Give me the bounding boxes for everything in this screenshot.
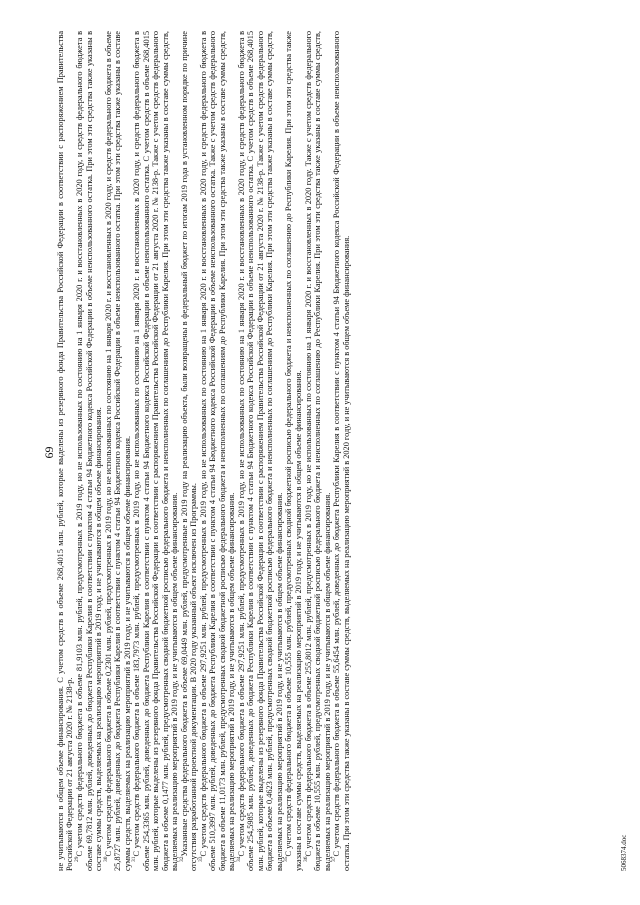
page-number: 69 — [42, 446, 56, 459]
footnote-text: С учетом средств федерального бюджета в объеме 183,7973 млн. рублей, предусмотренных в 2019 году, но не использованных по состоянию на 1 января 2020 г. и восстановленных в 2020 году, и средств федерального бюджета в объеме 254,3365 млн. рублей, доведенных до бюджета Республики Карелия в соответствии с пунктом 4 статьи 94 Бюджетного кодекса Российской Федерации в объеме неиспользованного остатка. С учетом средств в объеме 268,4015 млн. рублей, которые выделены из резервного фонда Правительства Российской Федерации в соответствии с распоряжением Правительства Российской Федерации от 21 августа 2020 г. № 2138-р. Также с учетом средств федерального бюджета в объеме 0,1477 млн. рублей, предусмотренных сводной бюджетной росписью федерального бюджета и неисполненных по соглашениям до Республики Карелия. При этом эти средства также указаны в составе суммы средств, выделяемых на реализацию мероприятий в 2019 году, и не учитываются в общем объеме финансирования. — [132, 31, 180, 871]
footnote-29 — [75, 31, 103, 871]
footnote-31 — [132, 31, 179, 871]
footnote-text: С учетом средств федерального бюджета в объеме 81,9103 млн. рублей, предусмотренных в 2019 году, но не использованных по состоянию на 1 января 2020 г. и восстановленных в 2020 году, и средств федерального бюджета в объеме 69,7812 млн. рублей, доведенных до бюджета Республики Карелия в соответствии с пунктом 4 статьи 94 Бюджетного кодекса Российской Федерации в объеме неиспользованного остатка. При этом эти средства также указаны в составе суммы средств, выделяемых на реализацию мероприятий в 2019 году, и не учитываются в общем объеме финансирования. — [75, 31, 104, 871]
footnote-marker: 32 — [179, 856, 186, 862]
footnote-marker: 29 — [74, 856, 81, 862]
footnote-marker: 36 — [302, 856, 309, 862]
footnote-30 — [104, 31, 132, 871]
footnote-text: С учетом средств федерального бюджета в объеме 55,6454 млн. рублей, доведенных до бюджета Республики Карелия в соответствии с пунктом 4 статьи 94 Бюджетного кодекса Российской Федерации в объеме неиспользованного остатка. При этом эти средства также указаны в составе суммы средств, выделяемых на реализацию мероприятий в 2020 году, и не учитываются в общем объеме финансирования. — [332, 31, 351, 871]
footnote-marker: 35 — [283, 856, 290, 862]
footnote-text: не учитываются в общем объеме финансирования. С учетом средств в объеме 268,4015 млн. рублей, которые выделены из резервного фонда Правительства Российской Федерации в соответствии с распоряжением Правительства Российской Федерации от 21 августа 2020 г. № 2138-р. — [56, 31, 75, 871]
footnote-text: С учетом средств федерального бюджета в объеме 0,2301 млн. рублей, предусмотренных в 2019 году, но не использованных по состоянию на 1 января 2020 г. и восстановленных в 2020 году, и средств федерального бюджета в объеме 25,8727 млн. рублей, доведенных до бюджета Республики Карелия в соответствии с пунктом 4 статьи 94 Бюджетного кодекса Российской Федерации в объеме неиспользованного остатка. При этом эти средства также указаны в составе суммы средств, выделяемых на реализацию мероприятий в 2019 году, и не учитываются в общем объеме финансирования. — [103, 31, 132, 871]
footnote-marker: 37 — [331, 856, 338, 862]
footnote-text: Указанные средства федерального бюджета в объеме 69,0449 млн. рублей, предусмотренные в 2019 году на реализацию объекта, были возвращены в федеральный бюджет по итогам 2019 года в установленном порядке по причине отсутствия разработанной проектной документации. В 2020 году указанный объект исключен из Программы. — [179, 31, 199, 871]
footnote-32 — [180, 31, 199, 871]
footnote-text: С учетом средств федерального бюджета в объеме 255,8012 млн. рублей, предусмотренных в 2019 году, но не использованных по состоянию на 1 января 2020 г. и восстановленных в 2020 году. Также с учетом средств федерального бюджета в объеме 10,555 млн. рублей, предусмотренных сводной бюджетной росписью федерального бюджета и неисполненных по соглашению до Республики Карелия. При этом эти средства также указаны в составе суммы средств, выделяемых на реализацию мероприятий в 2019 году, и не учитываются в общем объеме финансирования. — [303, 31, 332, 871]
footnote-34 — [237, 31, 284, 871]
footnote-36 — [304, 31, 332, 871]
footnote-continuation — [56, 31, 75, 871]
footnote-text: С учетом средств федерального бюджета в объеме 297,9251 млн. рублей, предусмотренных в 2019 году, но не использованных по состоянию на 1 января 2020 г. и восстановленных в 2020 году, и средств федерального бюджета в объеме 254,5985 млн. рублей, доведенных до бюджета Республики Карелия в соответствии с пунктом 4 статьи 94 Бюджетного кодекса Российской Федерации в объеме неиспользованного остатка. С учетом средств в объеме 268,4015 млн. рублей, которые выделены из резервного фонда Правительства Российской Федерации в соответствии с распоряжением Правительства Российской Федерации от 21 августа 2020 г. № 2138-р. Также с учетом средств федерального бюджета в объеме 0,4623 млн. рублей, предусмотренных сводной бюджетной росписью федерального бюджета и неисполненных по соглашениям до Республики Карелия. При этом эти средства также указаны в составе суммы средств, выделяемых на реализацию мероприятий в 2019 году, и не учитываются в общем объеме финансирования. — [237, 31, 284, 871]
document-id: 5068374.doc — [620, 834, 628, 871]
footnote-marker: 30 — [103, 856, 110, 862]
footnote-33 — [199, 31, 237, 871]
footnote-marker: 34 — [236, 856, 243, 862]
footnote-marker: 33 — [198, 856, 205, 862]
footnote-text: С учетом средств федерального бюджета в объеме 10,555 млн. рублей, предусмотренных сводной бюджетной росписью федерального бюджета и неисполненных по соглашению до Республики Карелия. При этом эти средства также указаны в составе суммы средств, выделяемых на реализацию мероприятий в 2019 году, и не учитываются в общем объеме финансирования. — [284, 31, 303, 871]
footnote-marker: 31 — [131, 856, 138, 862]
footnote-text: С учетом средств федерального бюджета в объеме 297,9251 млн. рублей, предусмотренных в 2019 году, но не использованных по состоянию на 1 января 2020 г. и восстановленных в 2020 году, и средств федерального бюджета в объеме 510,3997 млн. рублей, доведенных до бюджета Республики Карелия в соответствии с пунктом 4 статьи 94 Бюджетного кодекса Российской Федерации в объеме неиспользованного остатка. Также с учетом средств федерального бюджета в объеме 11,0173 млн. рублей, предусмотренных сводной бюджетной росписью федерального бюджета и неисполненных по соглашениям до Республики Карелия. При этом эти средства также указаны в составе суммы средств, выделяемых на реализацию мероприятий в 2019 году, и не учитываются в общем объеме финансирования. — [199, 31, 237, 871]
footnotes-body — [56, 31, 352, 871]
footnote-35 — [284, 31, 303, 871]
footnote-37 — [332, 31, 351, 871]
